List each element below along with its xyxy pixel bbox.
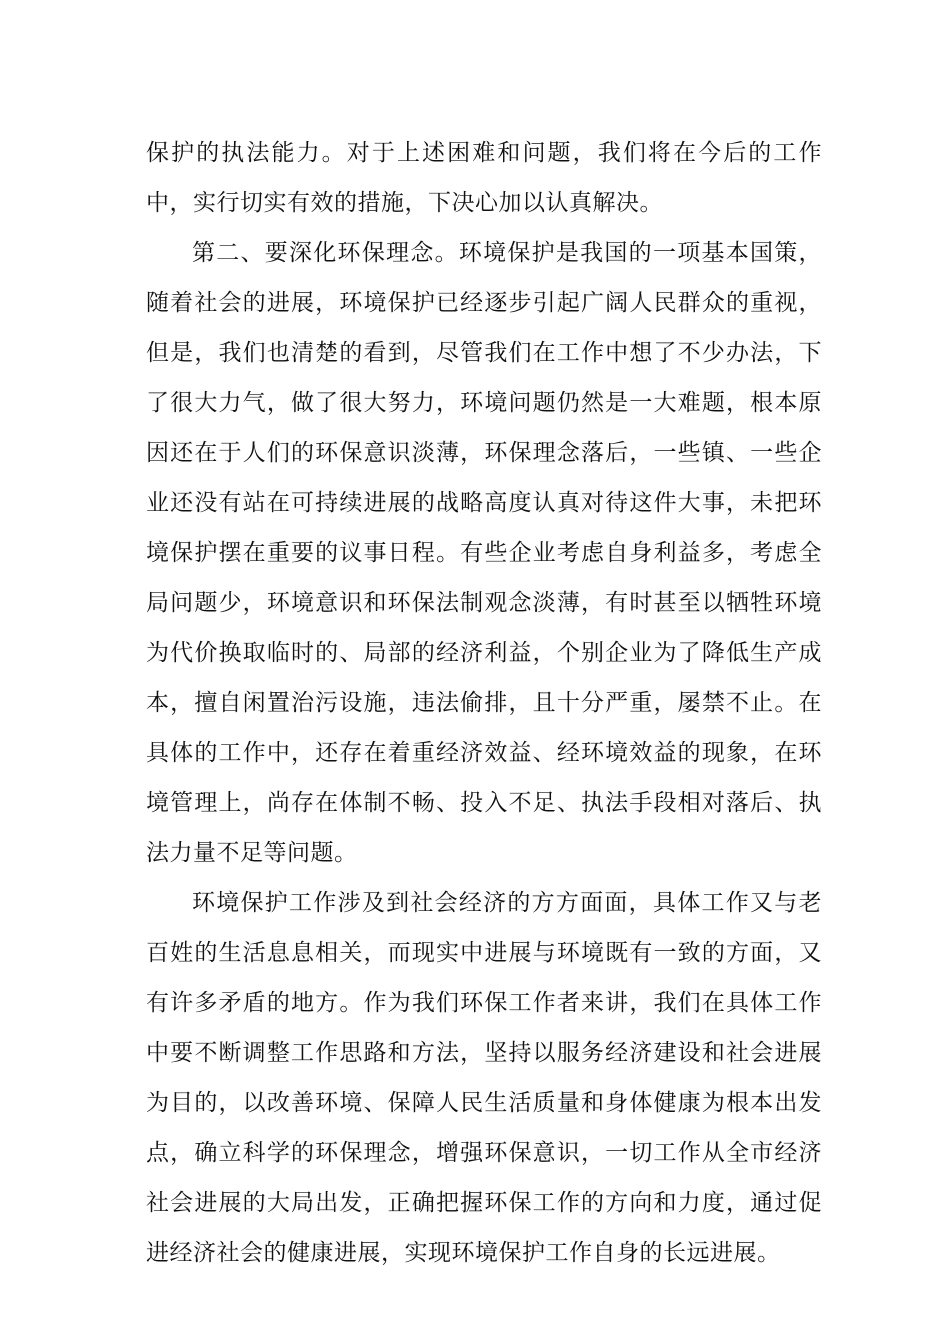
document-body	[146, 128, 822, 1278]
paragraph-continuation: 保护的执法能力。对于上述困难和问题，我们将在今后的工作中，实行切实有效的措施，下决心加以认真解决。	[146, 140, 822, 216]
paragraph-environmental-work: 环境保护工作涉及到社会经济的方方面面，具体工作又与老百姓的生活息息相关，而现实中进展与环境既有一致的方面，又有许多矛盾的地方。作为我们环保工作者来讲，我们在具体工作中要不断调整工作思路和方法，坚持以服务经济建设和社会进展为目的，以改善环境、保障人民生活质量和身体健康为根本出发点，确立科学的环保理念，增强环保意识，一切工作从全市经济社会进展的大局出发，正确把握环保工作的方向和力度，通过促进经济社会的健康进展，实现环境保护工作自身的长远进展。	[146, 890, 822, 1266]
paragraph-environmental-concept: 第二、要深化环保理念。环境保护是我国的一项基本国策，随着社会的进展，环境保护已经逐步引起广阔人民群众的重视，但是，我们也清楚的看到，尽管我们在工作中想了不少办法，下了很大力气，做了很大努力，环境问题仍然是一大难题，根本原因还在于人们的环保意识淡薄，环保理念落后，一些镇、一些企业还没有站在可持续进展的战略高度认真对待这件大事，未把环境保护摆在重要的议事日程。有些企业考虑自身利益多，考虑全局问题少，环境意识和环保法制观念淡薄，有时甚至以牺牲环境为代价换取临时的、局部的经济利益，个别企业为了降低生产成本，擅自闲置治污设施，违法偷排，且十分严重，屡禁不止。在具体的工作中，还存在着重经济效益、经环境效益的现象，在环境管理上，尚存在体制不畅、投入不足、执法手段相对落后、执法力量不足等问题。	[146, 240, 822, 866]
